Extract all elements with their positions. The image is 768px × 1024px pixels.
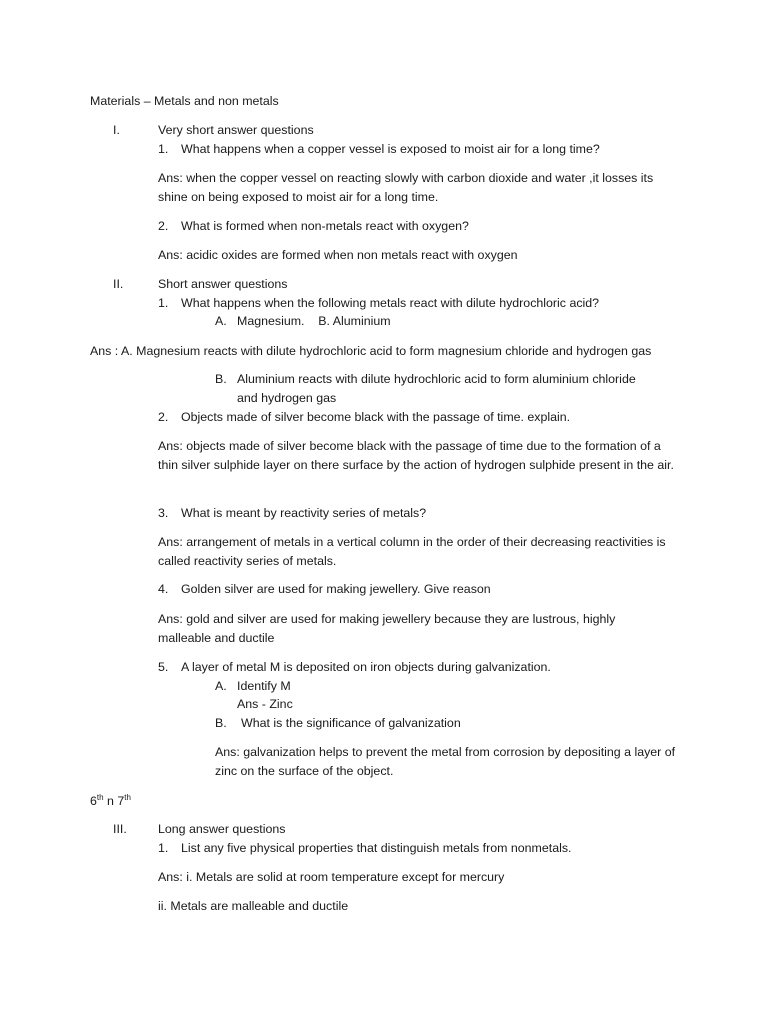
section-3-numeral: III. [113, 822, 127, 836]
answer-text: Ans: gold and silver are used for making jewellery because they are lustrous, highly malleable and ductile [158, 612, 616, 645]
question-number: 5. [158, 660, 169, 674]
question-text: What happens when a copper vessel is exposed to moist air for a long time? [181, 142, 600, 156]
question-number: 2. [158, 219, 169, 233]
grade-note: 6th n 7th [90, 793, 131, 808]
option-text: What is the significance of galvanization [241, 716, 461, 730]
question-text: List any five physical properties that distinguish metals from nonmetals. [181, 841, 572, 855]
question-text: Objects made of silver become black with the passage of time. explain. [181, 410, 571, 424]
answer-text: Ans : A. Magnesium reacts with dilute hydrochloric acid to form magnesium chloride and hydrogen gas [90, 344, 652, 358]
question-text: What is formed when non-metals react with oxygen? [181, 219, 469, 233]
answer-text: Aluminium reacts with dilute hydrochloric acid to form aluminium chloride [237, 372, 636, 386]
answer-text: Ans: arrangement of metals in a vertical column in the order of their decreasing reactivities is called reactivity series of metals. [158, 535, 666, 568]
option-letter: A. [215, 314, 227, 328]
answer-text: Ans: acidic oxides are formed when non metals react with oxygen [158, 248, 518, 262]
answer-text: and hydrogen gas [237, 391, 337, 405]
question-text: What happens when the following metals react with dilute hydrochloric acid? [181, 296, 600, 310]
option-letter: B. [215, 716, 227, 730]
section-3-heading: Long answer questions [158, 822, 286, 836]
answer-text: Ans: i. Metals are solid at room temperature except for mercury [158, 870, 505, 884]
question-number: 3. [158, 506, 169, 520]
answer-text: Ans: when the copper vessel on reacting slowly with carbon dioxide and water ,it losses its shine on being exposed to moist air for a long time. [158, 171, 654, 204]
option-letter: B. [215, 372, 227, 386]
document-title: Materials – Metals and non metals [90, 94, 279, 108]
section-1-heading: Very short answer questions [158, 123, 314, 137]
answer-text: Ans: galvanization helps to prevent the metal from corrosion by depositing a layer of zinc on the surface of the object. [215, 745, 676, 778]
question-number: 1. [158, 296, 169, 310]
answer-text: ii. Metals are malleable and ductile [158, 899, 349, 913]
question-number: 2. [158, 410, 169, 424]
section-2-heading: Short answer questions [158, 277, 288, 291]
question-text: Golden silver are used for making jewellery. Give reason [181, 582, 491, 596]
section-1-numeral: I. [113, 123, 120, 137]
question-text: A layer of metal M is deposited on iron objects during galvanization. [181, 660, 551, 674]
option-text: Identify M [237, 679, 291, 693]
question-number: 4. [158, 582, 169, 596]
section-2-numeral: II. [113, 277, 124, 291]
question-number: 1. [158, 142, 169, 156]
question-text: What is meant by reactivity series of metals? [181, 506, 427, 520]
option-letter: A. [215, 679, 227, 693]
answer-text: Ans - Zinc [237, 697, 293, 711]
option-text: Magnesium. B. Aluminium [237, 314, 391, 328]
question-number: 1. [158, 841, 169, 855]
answer-text: Ans: objects made of silver become black with the passage of time due to the formation of a thin silver sulphide layer on there surface by the action of hydrogen sulphide present in the air. [158, 439, 674, 472]
